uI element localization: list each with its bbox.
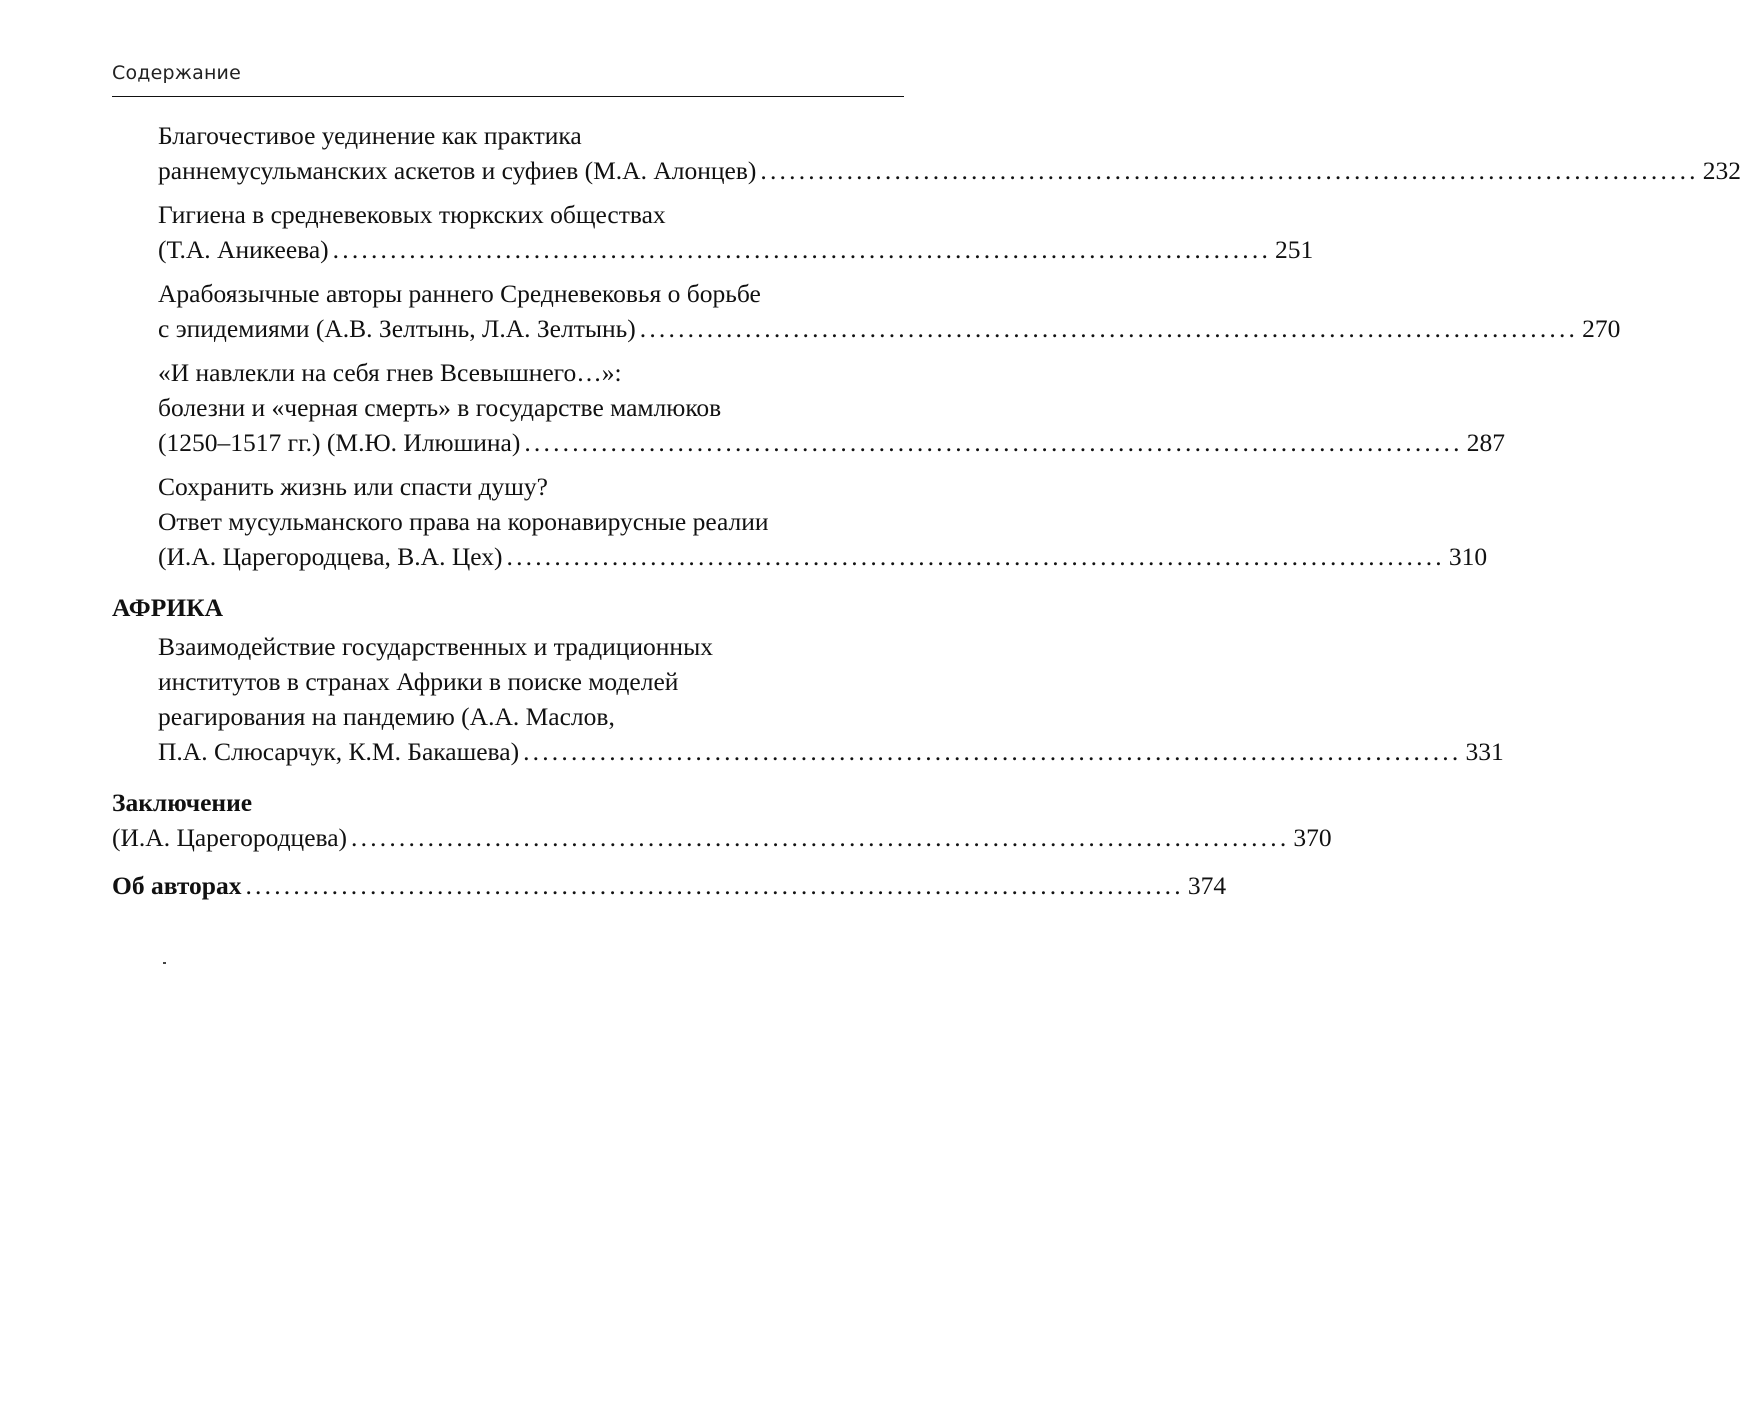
toc-page-number: 374 xyxy=(1187,871,1227,900)
toc-page-number: 331 xyxy=(1465,737,1504,766)
toc-entry-text: (И.А. Царегородцева) xyxy=(112,823,348,852)
toc-entry-text: (И.А. Царегородцева, В.А. Цех) xyxy=(158,542,503,571)
toc-entry-line xyxy=(158,425,1505,460)
toc-entry-line xyxy=(158,539,1488,574)
toc-entry[interactable] xyxy=(112,629,1504,769)
toc-page-number: 251 xyxy=(1275,235,1314,264)
toc-entry-text: Благочестивое уединение как практика xyxy=(158,121,582,150)
toc-entry-line xyxy=(158,504,904,539)
dot-leader: .................................................................................................. xyxy=(332,235,1272,264)
toc-entry-line xyxy=(158,311,1621,346)
dot-leader: .................................................................................................. xyxy=(639,314,1579,343)
toc-entry-text: Арабоязычные авторы раннего Средневековья о борьбе xyxy=(158,279,761,308)
toc-entry-line xyxy=(158,118,904,153)
toc-entry-line xyxy=(158,629,904,664)
toc-page-number: 232 xyxy=(1702,156,1741,185)
toc-entry[interactable] xyxy=(112,276,1621,346)
toc-entry-line xyxy=(158,390,904,425)
toc-entry-text: с эпидемиями (А.В. Зелтынь, Л.А. Зелтынь) xyxy=(158,314,636,343)
dot-leader: .................................................................................................. xyxy=(506,542,1445,571)
toc-entry-text: реагирования на пандемию (А.А. Маслов, xyxy=(158,702,615,731)
toc-entry-text: П.А. Слюсарчук, К.М. Бакашева) xyxy=(158,737,520,766)
conclusion-heading: Заключение xyxy=(112,788,253,817)
toc-entry-text: институтов в странах Африки в поиске моделей xyxy=(158,667,679,696)
toc-entry[interactable] xyxy=(112,197,1314,267)
header-rule xyxy=(112,96,904,97)
toc-entry-line xyxy=(158,153,1741,188)
toc-entry[interactable] xyxy=(112,469,1488,574)
dot-leader: .................................................................................................. xyxy=(524,428,1463,457)
toc-entry-text: (Т.А. Аникеева) xyxy=(158,235,329,264)
toc-entry-conclusion[interactable] xyxy=(112,785,1332,855)
toc-entry-text: Ответ мусульманского права на коронавирусные реалии xyxy=(158,507,769,536)
toc-entry-line xyxy=(158,276,904,311)
toc-entry-authors[interactable] xyxy=(112,868,1227,903)
toc-entry-line xyxy=(158,664,904,699)
running-head: Содержание xyxy=(112,62,241,84)
toc-entry[interactable] xyxy=(112,118,1741,188)
toc-entry-line xyxy=(158,699,904,734)
dot-leader: .................................................................................................. xyxy=(760,156,1699,185)
print-speck xyxy=(163,962,166,964)
toc-entry-text: болезни и «черная смерть» в государстве мамлюков xyxy=(158,393,722,422)
toc-entry-text: Взаимодействие государственных и традиционных xyxy=(158,632,713,661)
toc-entry-line xyxy=(158,197,904,232)
toc-entry-line xyxy=(158,469,904,504)
toc-entry-text: Гигиена в средневековых тюркских обществах xyxy=(158,200,666,229)
toc-entry-text: (1250–1517 гг.) (М.Ю. Илюшина) xyxy=(158,428,521,457)
dot-leader: .................................................................................................. xyxy=(523,737,1462,766)
toc-entry-text: раннемусульманских аскетов и суфиев (М.А. Алонцев) xyxy=(158,156,757,185)
toc-entry[interactable] xyxy=(112,355,1505,460)
toc-page-number: 270 xyxy=(1582,314,1621,343)
table-of-contents xyxy=(112,118,1741,903)
toc-entry-line xyxy=(112,820,1332,855)
toc-entry-line xyxy=(112,785,904,820)
toc-entry-text: «И навлекли на себя гнев Всевышнего…»: xyxy=(158,358,622,387)
toc-entry-line xyxy=(158,232,1314,267)
toc-entry-text: Сохранить жизнь или спасти душу? xyxy=(158,472,548,501)
dot-leader: .................................................................................................. xyxy=(245,871,1184,900)
toc-page-number: 310 xyxy=(1448,542,1488,571)
toc-entry-line xyxy=(158,734,1504,769)
toc-page-number: 287 xyxy=(1466,428,1505,457)
section-heading-africa: АФРИКА xyxy=(112,593,224,622)
toc-page-number: 370 xyxy=(1293,823,1332,852)
toc-entry-line xyxy=(112,868,1227,903)
authors-heading: Об авторах xyxy=(112,871,242,900)
dot-leader: .................................................................................................. xyxy=(351,823,1290,852)
toc-entry-line xyxy=(158,355,904,390)
